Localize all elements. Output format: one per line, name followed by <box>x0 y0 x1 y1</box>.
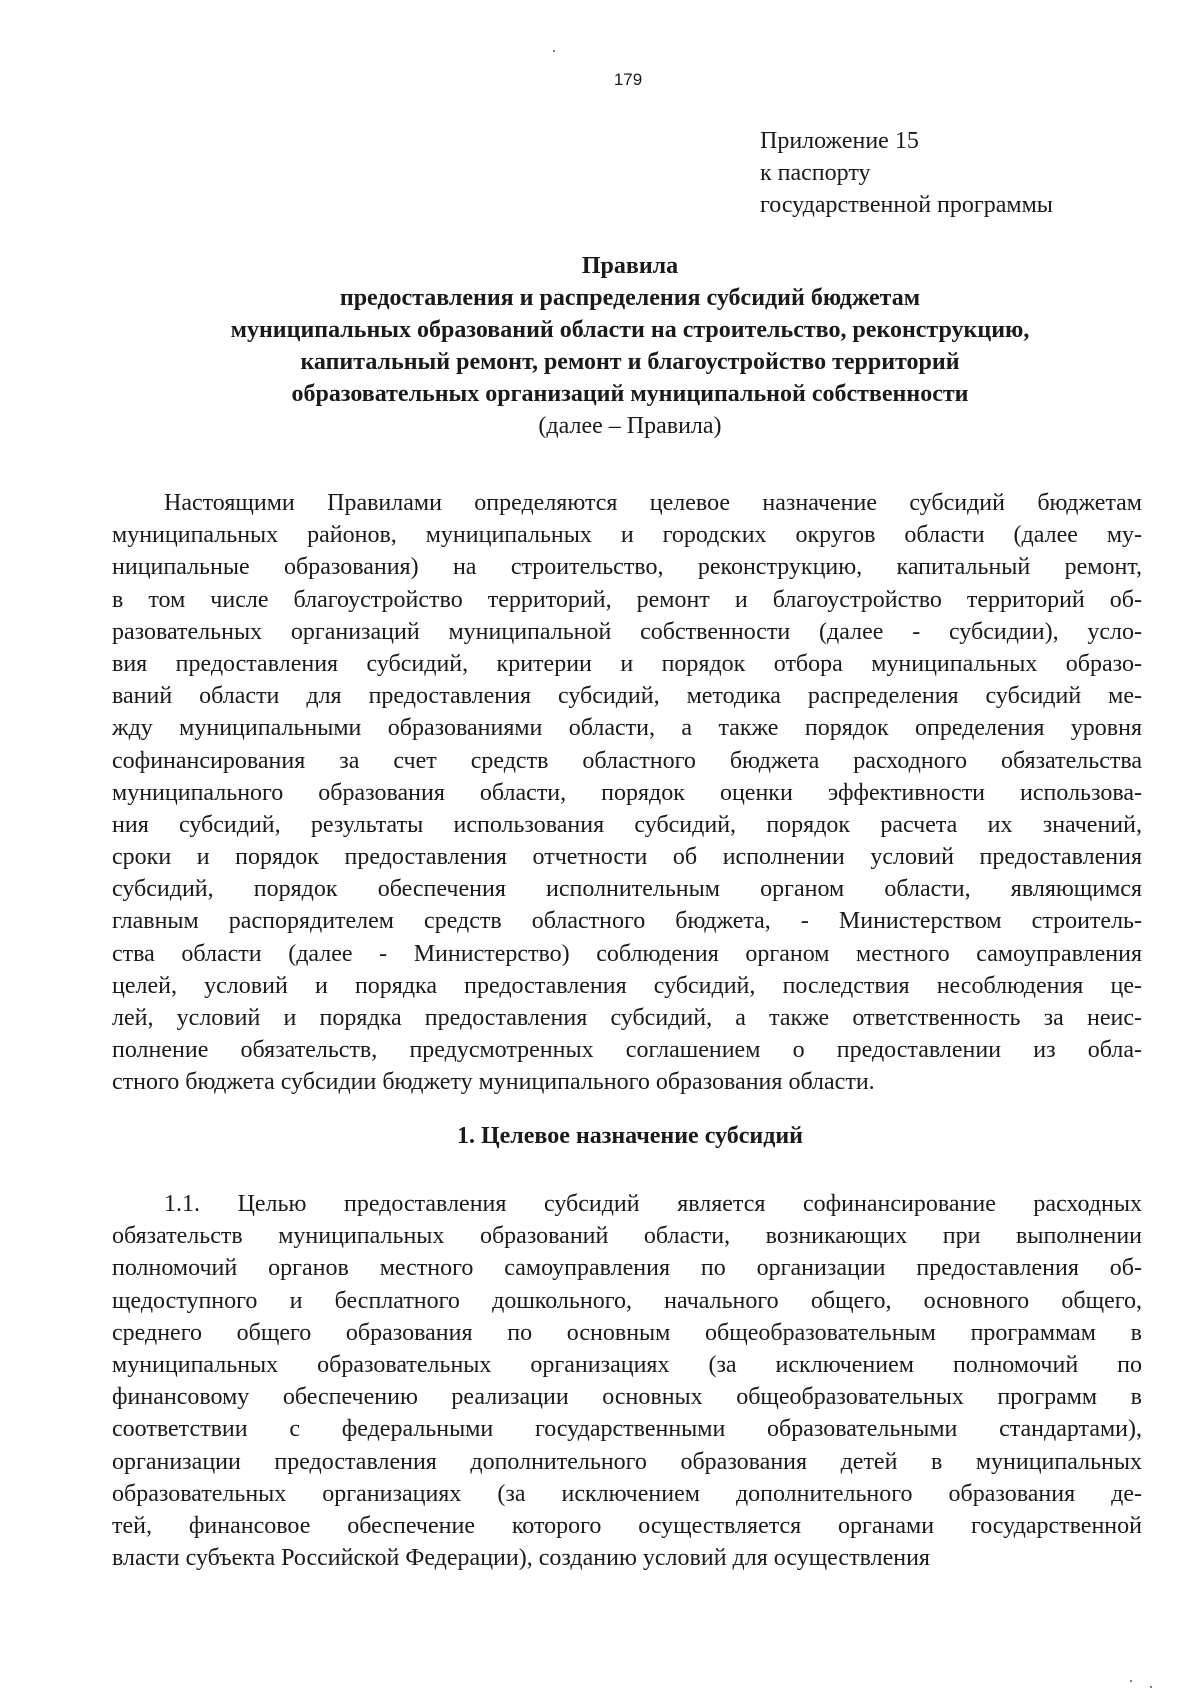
section-heading: 1. Целевое назначение субсидий <box>456 1123 804 1149</box>
text-line: жду муниципальными образованиями области, а также порядок определения уровня <box>112 715 1142 742</box>
text-line: ваний области для предоставления субсидий, методика распределения субсидий ме- <box>112 683 1142 710</box>
title-note: (далее – Правила) <box>538 413 722 439</box>
scan-speck <box>553 50 555 52</box>
text-line: софинансирования за счет средств областного бюджета расходного обязательства <box>112 747 1142 774</box>
text-line: щедоступного и бесплатного дошкольного, начального общего, основного общего, <box>112 1287 1142 1314</box>
text-line: стного бюджета субсидии бюджету муниципального образования области. <box>112 1069 875 1096</box>
text-line: муниципального образования области, порядок оценки эффективности использова- <box>112 779 1142 806</box>
appendix-line: Приложение 15 <box>760 128 919 154</box>
appendix-note <box>760 125 1053 221</box>
text-line: ства области (далее - Министерство) соблюдения органом местного самоуправления <box>112 940 1142 967</box>
text-line: разовательных организаций муниципальной собственности (далее - субсидии), усло- <box>112 618 1142 645</box>
text-line: муниципальных образовательных организациях (за исключением полномочий по <box>112 1351 1142 1378</box>
text-line: власти субъекта Российской Федерации), созданию условий для осуществления <box>112 1545 930 1572</box>
text-line: вия предоставления субсидий, критерии и порядок отбора муниципальных образо- <box>112 650 1142 677</box>
text-line: целей, условий и порядка предоставления субсидий, последствия несоблюдения це- <box>112 972 1142 999</box>
appendix-line: к паспорту <box>760 160 871 186</box>
text-line: главным распорядителем средств областного бюджета, - Министерством строитель- <box>112 908 1142 935</box>
title-line: капитальный ремонт, ремонт и благоустройство территорий <box>300 349 960 375</box>
text-line: тей, финансовое обеспечение которого осуществляется органами государственной <box>112 1512 1142 1539</box>
text-line: образовательных организациях (за исключением дополнительного образования де- <box>112 1480 1142 1507</box>
text-line: полнение обязательств, предусмотренных соглашением о предоставлении из обла- <box>112 1037 1142 1064</box>
paragraph-1-1 <box>112 1188 1142 1574</box>
text-line: муниципальных районов, муниципальных и городских округов области (далее му- <box>112 522 1142 549</box>
text-line: финансовому обеспечению реализации основных общеобразовательных программ в <box>112 1384 1142 1411</box>
scan-speck <box>1150 1686 1152 1688</box>
text-line: Настоящими Правилами определяются целевое назначение субсидий бюджетам <box>164 490 1142 516</box>
text-line: в том числе благоустройство территорий, ремонт и благоустройство территорий об- <box>112 586 1142 613</box>
title-line: муниципальных образований области на строительство, реконструкцию, <box>230 317 1030 343</box>
title-line: предоставления и распределения субсидий бюджетам <box>339 285 921 311</box>
text-line: ниципальные образования) на строительство, реконструкцию, капитальный ремонт, <box>112 554 1142 581</box>
text-line: полномочий органов местного самоуправления по организации предоставления об- <box>112 1255 1142 1282</box>
text-line: среднего общего образования по основным общеобразовательным программам в <box>112 1319 1142 1346</box>
text-line: сроки и порядок предоставления отчетности об исполнении условий предоставления <box>112 844 1142 871</box>
appendix-line: государственной программы <box>760 192 1053 218</box>
text-line: лей, условий и порядка предоставления субсидий, а также ответственность за неис- <box>112 1005 1142 1031</box>
intro-paragraph <box>112 487 1142 1099</box>
text-line: организации предоставления дополнительного образования детей в муниципальных <box>112 1448 1142 1475</box>
text-line: 1.1. Целью предоставления субсидий является софинансирование расходных <box>164 1191 1142 1217</box>
title-line: Правила <box>581 253 679 279</box>
text-line: ния субсидий, результаты использования субсидий, порядок расчета их значений, <box>112 811 1142 838</box>
text-line: соответствии с федеральными государственными образовательными стандартами), <box>112 1416 1142 1443</box>
scan-speck <box>1130 1680 1132 1682</box>
document-title <box>110 250 1150 442</box>
page-number: 179 <box>613 70 643 89</box>
text-line: субсидий, порядок обеспечения исполнительным органом области, являющимся <box>112 876 1142 903</box>
text-line: обязательств муниципальных образований области, возникающих при выполнении <box>112 1223 1142 1250</box>
title-line: образовательных организаций муниципальной собственности <box>291 381 969 407</box>
